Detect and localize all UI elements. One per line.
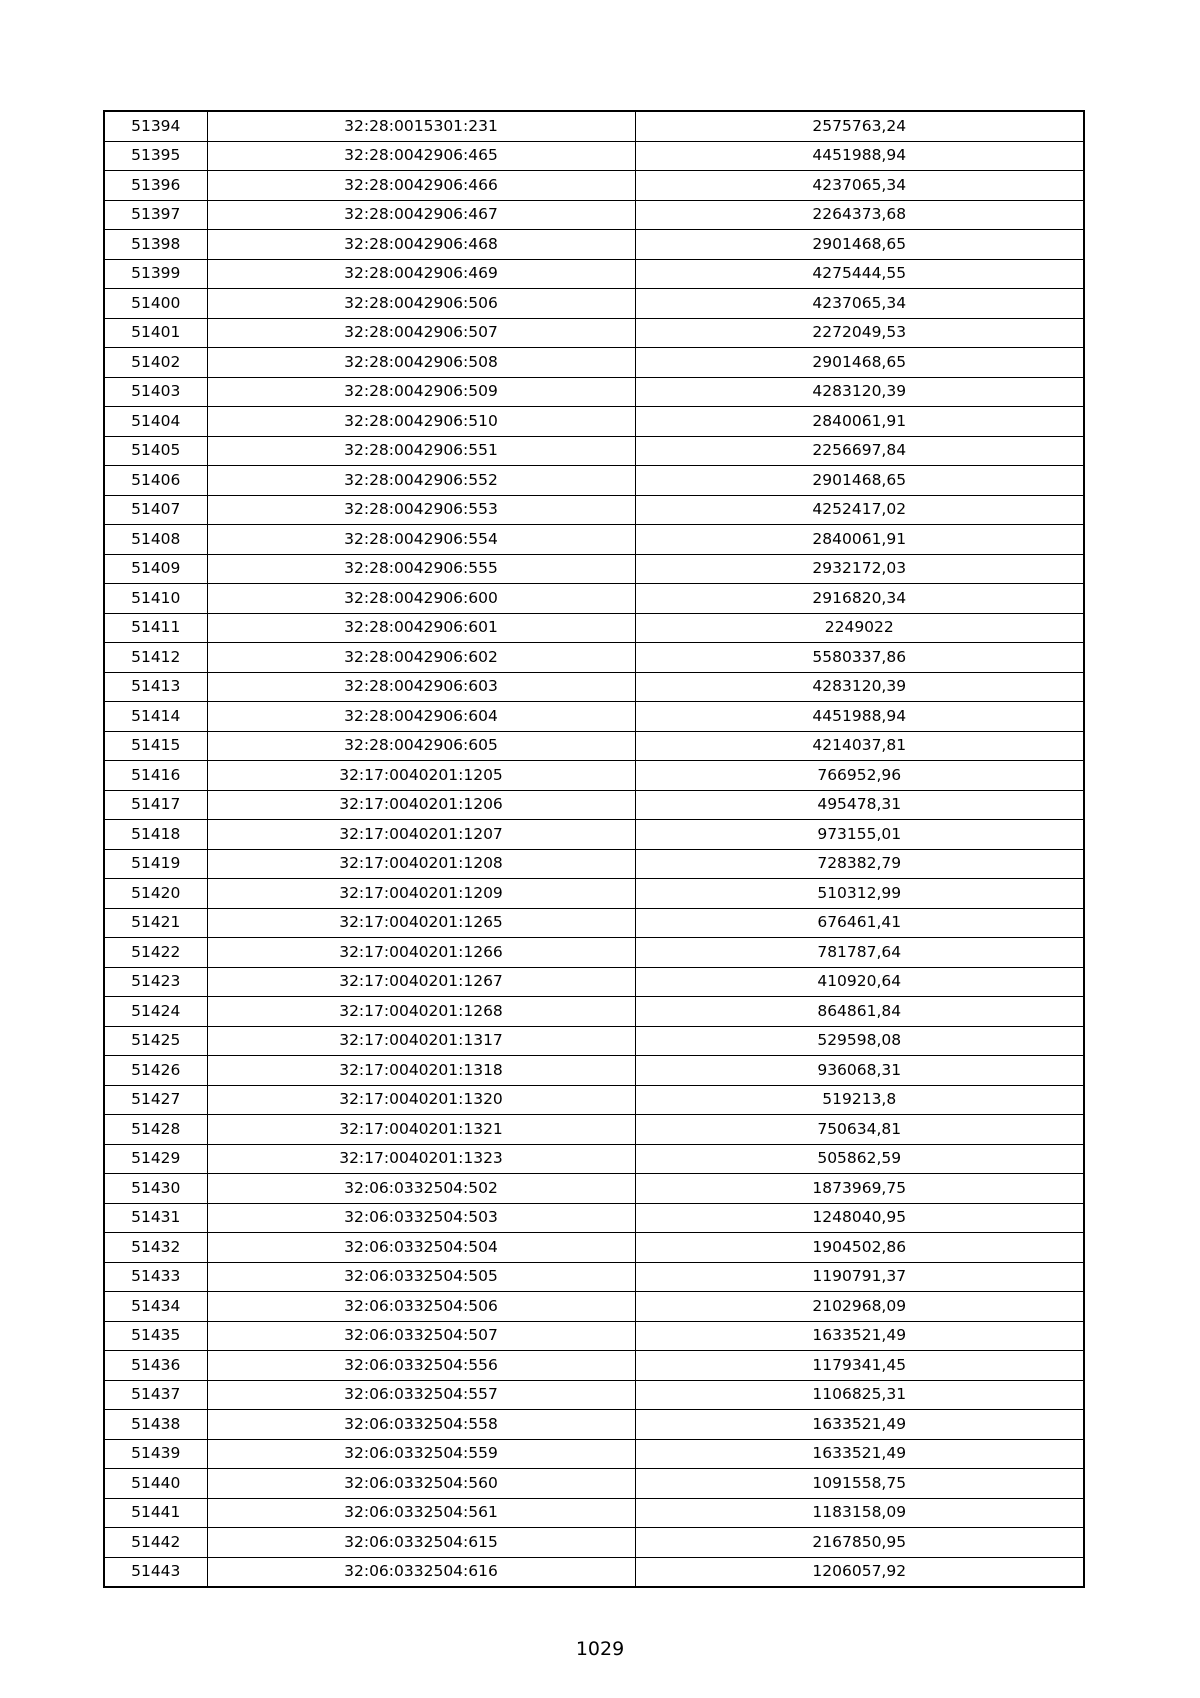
cadastral-value-cell: 1248040,95	[635, 1203, 1084, 1233]
table-row	[104, 1262, 1084, 1292]
cadastral-number-cell: 32:28:0042906:554	[207, 525, 635, 555]
cadastral-number-cell: 32:17:0040201:1265	[207, 908, 635, 938]
row-number-cell: 51423	[104, 967, 207, 997]
row-number-cell: 51427	[104, 1085, 207, 1115]
row-number-cell: 51429	[104, 1144, 207, 1174]
row-number-cell: 51410	[104, 584, 207, 614]
cadastral-number-cell: 32:28:0042906:600	[207, 584, 635, 614]
cadastral-number-cell: 32:28:0042906:601	[207, 613, 635, 643]
cadastral-value-cell: 1633521,49	[635, 1321, 1084, 1351]
table-row	[104, 1056, 1084, 1086]
cadastral-number-cell: 32:17:0040201:1268	[207, 997, 635, 1027]
table-row	[104, 731, 1084, 761]
cadastral-number-cell: 32:06:0332504:616	[207, 1557, 635, 1587]
table-row	[104, 318, 1084, 348]
table-row	[104, 1233, 1084, 1263]
table-row	[104, 377, 1084, 407]
cadastral-value-cell: 495478,31	[635, 790, 1084, 820]
table-row	[104, 584, 1084, 614]
table-row	[104, 200, 1084, 230]
table-row	[104, 1557, 1084, 1587]
cadastral-value-cell: 4237065,34	[635, 171, 1084, 201]
cadastral-number-cell: 32:28:0042906:553	[207, 495, 635, 525]
cadastral-number-cell: 32:06:0332504:504	[207, 1233, 635, 1263]
table-row	[104, 289, 1084, 319]
row-number-cell: 51434	[104, 1292, 207, 1322]
cadastral-number-cell: 32:17:0040201:1206	[207, 790, 635, 820]
row-number-cell: 51401	[104, 318, 207, 348]
cadastral-number-cell: 32:06:0332504:559	[207, 1439, 635, 1469]
table-row	[104, 171, 1084, 201]
cadastral-number-cell: 32:28:0042906:465	[207, 141, 635, 171]
table-row	[104, 1410, 1084, 1440]
row-number-cell: 51417	[104, 790, 207, 820]
table-row	[104, 672, 1084, 702]
row-number-cell: 51402	[104, 348, 207, 378]
table-row	[104, 141, 1084, 171]
table-row	[104, 111, 1084, 141]
cadastral-number-cell: 32:28:0042906:507	[207, 318, 635, 348]
cadastral-number-cell: 32:06:0332504:505	[207, 1262, 635, 1292]
cadastral-value-cell: 4451988,94	[635, 702, 1084, 732]
cadastral-number-cell: 32:28:0042906:555	[207, 554, 635, 584]
cadastral-number-cell: 32:28:0042906:603	[207, 672, 635, 702]
row-number-cell: 51437	[104, 1380, 207, 1410]
cadastral-value-cell: 1206057,92	[635, 1557, 1084, 1587]
cadastral-value-cell: 4283120,39	[635, 672, 1084, 702]
cadastral-number-cell: 32:06:0332504:502	[207, 1174, 635, 1204]
cadastral-number-cell: 32:06:0332504:560	[207, 1469, 635, 1499]
row-number-cell: 51433	[104, 1262, 207, 1292]
row-number-cell: 51403	[104, 377, 207, 407]
table-row	[104, 466, 1084, 496]
cadastral-value-cell: 1633521,49	[635, 1410, 1084, 1440]
table-row	[104, 879, 1084, 909]
cadastral-number-cell: 32:28:0042906:469	[207, 259, 635, 289]
table-row	[104, 1439, 1084, 1469]
cadastral-number-cell: 32:28:0042906:602	[207, 643, 635, 673]
cadastral-value-cell: 2272049,53	[635, 318, 1084, 348]
cadastral-value-cell: 2840061,91	[635, 407, 1084, 437]
cadastral-number-cell: 32:17:0040201:1318	[207, 1056, 635, 1086]
cadastral-value-cell: 1091558,75	[635, 1469, 1084, 1499]
row-number-cell: 51406	[104, 466, 207, 496]
cadastral-number-cell: 32:06:0332504:506	[207, 1292, 635, 1322]
cadastral-value-cell: 973155,01	[635, 820, 1084, 850]
cadastral-number-cell: 32:17:0040201:1205	[207, 761, 635, 791]
cadastral-number-cell: 32:28:0042906:506	[207, 289, 635, 319]
row-number-cell: 51421	[104, 908, 207, 938]
row-number-cell: 51435	[104, 1321, 207, 1351]
cadastral-value-table	[103, 110, 1085, 1588]
row-number-cell: 51415	[104, 731, 207, 761]
table-body	[104, 111, 1084, 1587]
cadastral-number-cell: 32:17:0040201:1208	[207, 849, 635, 879]
row-number-cell: 51416	[104, 761, 207, 791]
cadastral-value-cell: 2264373,68	[635, 200, 1084, 230]
row-number-cell: 51394	[104, 111, 207, 141]
table-row	[104, 1115, 1084, 1145]
cadastral-number-cell: 32:28:0042906:508	[207, 348, 635, 378]
table-row	[104, 938, 1084, 968]
row-number-cell: 51395	[104, 141, 207, 171]
cadastral-value-cell: 1904502,86	[635, 1233, 1084, 1263]
row-number-cell: 51420	[104, 879, 207, 909]
row-number-cell: 51409	[104, 554, 207, 584]
cadastral-value-cell: 2901468,65	[635, 230, 1084, 260]
row-number-cell: 51414	[104, 702, 207, 732]
cadastral-number-cell: 32:28:0042906:467	[207, 200, 635, 230]
table-row	[104, 1528, 1084, 1558]
row-number-cell: 51400	[104, 289, 207, 319]
table-row	[104, 613, 1084, 643]
table-row	[104, 1321, 1084, 1351]
row-number-cell: 51431	[104, 1203, 207, 1233]
cadastral-number-cell: 32:17:0040201:1323	[207, 1144, 635, 1174]
table-row	[104, 1292, 1084, 1322]
table-row	[104, 1144, 1084, 1174]
cadastral-number-cell: 32:06:0332504:556	[207, 1351, 635, 1381]
cadastral-value-cell: 1106825,31	[635, 1380, 1084, 1410]
row-number-cell: 51438	[104, 1410, 207, 1440]
cadastral-number-cell: 32:28:0042906:604	[207, 702, 635, 732]
row-number-cell: 51407	[104, 495, 207, 525]
table-row	[104, 643, 1084, 673]
cadastral-value-cell: 2932172,03	[635, 554, 1084, 584]
row-number-cell: 51430	[104, 1174, 207, 1204]
table-row	[104, 967, 1084, 997]
table-row	[104, 1026, 1084, 1056]
table-row	[104, 849, 1084, 879]
cadastral-number-cell: 32:28:0042906:605	[207, 731, 635, 761]
row-number-cell: 51399	[104, 259, 207, 289]
row-number-cell: 51426	[104, 1056, 207, 1086]
cadastral-value-cell: 728382,79	[635, 849, 1084, 879]
row-number-cell: 51442	[104, 1528, 207, 1558]
row-number-cell: 51397	[104, 200, 207, 230]
cadastral-value-cell: 1633521,49	[635, 1439, 1084, 1469]
cadastral-number-cell: 32:06:0332504:615	[207, 1528, 635, 1558]
cadastral-value-cell: 4252417,02	[635, 495, 1084, 525]
table-row	[104, 230, 1084, 260]
cadastral-value-cell: 2916820,34	[635, 584, 1084, 614]
cadastral-value-cell: 864861,84	[635, 997, 1084, 1027]
cadastral-number-cell: 32:17:0040201:1320	[207, 1085, 635, 1115]
table-row	[104, 761, 1084, 791]
table-row	[104, 820, 1084, 850]
cadastral-number-cell: 32:06:0332504:557	[207, 1380, 635, 1410]
table-row	[104, 259, 1084, 289]
cadastral-number-cell: 32:17:0040201:1209	[207, 879, 635, 909]
cadastral-number-cell: 32:17:0040201:1267	[207, 967, 635, 997]
cadastral-value-cell: 2102968,09	[635, 1292, 1084, 1322]
cadastral-number-cell: 32:17:0040201:1317	[207, 1026, 635, 1056]
table-row	[104, 702, 1084, 732]
cadastral-value-cell: 505862,59	[635, 1144, 1084, 1174]
table-row	[104, 436, 1084, 466]
cadastral-value-cell: 1179341,45	[635, 1351, 1084, 1381]
cadastral-number-cell: 32:17:0040201:1266	[207, 938, 635, 968]
cadastral-number-cell: 32:28:0015301:231	[207, 111, 635, 141]
cadastral-number-cell: 32:17:0040201:1207	[207, 820, 635, 850]
row-number-cell: 51424	[104, 997, 207, 1027]
row-number-cell: 51418	[104, 820, 207, 850]
table-row	[104, 1380, 1084, 1410]
cadastral-value-cell: 1873969,75	[635, 1174, 1084, 1204]
cadastral-value-cell: 519213,8	[635, 1085, 1084, 1115]
cadastral-number-cell: 32:28:0042906:551	[207, 436, 635, 466]
cadastral-number-cell: 32:06:0332504:503	[207, 1203, 635, 1233]
row-number-cell: 51439	[104, 1439, 207, 1469]
table-row	[104, 495, 1084, 525]
cadastral-value-cell: 5580337,86	[635, 643, 1084, 673]
table-row	[104, 790, 1084, 820]
row-number-cell: 51405	[104, 436, 207, 466]
cadastral-number-cell: 32:28:0042906:510	[207, 407, 635, 437]
cadastral-value-cell: 4275444,55	[635, 259, 1084, 289]
cadastral-value-cell: 4283120,39	[635, 377, 1084, 407]
cadastral-value-cell: 936068,31	[635, 1056, 1084, 1086]
row-number-cell: 51404	[104, 407, 207, 437]
cadastral-number-cell: 32:28:0042906:509	[207, 377, 635, 407]
cadastral-number-cell: 32:06:0332504:561	[207, 1498, 635, 1528]
table-row	[104, 1351, 1084, 1381]
cadastral-number-cell: 32:06:0332504:507	[207, 1321, 635, 1351]
row-number-cell: 51432	[104, 1233, 207, 1263]
row-number-cell: 51436	[104, 1351, 207, 1381]
row-number-cell: 51428	[104, 1115, 207, 1145]
cadastral-value-cell: 750634,81	[635, 1115, 1084, 1145]
cadastral-value-cell: 2575763,24	[635, 111, 1084, 141]
cadastral-number-cell: 32:28:0042906:552	[207, 466, 635, 496]
row-number-cell: 51422	[104, 938, 207, 968]
page-number: 1029	[575, 1638, 625, 1660]
table-row	[104, 1203, 1084, 1233]
row-number-cell: 51440	[104, 1469, 207, 1499]
cadastral-value-cell: 766952,96	[635, 761, 1084, 791]
cadastral-value-cell: 1183158,09	[635, 1498, 1084, 1528]
cadastral-value-cell: 1190791,37	[635, 1262, 1084, 1292]
cadastral-value-cell: 2256697,84	[635, 436, 1084, 466]
row-number-cell: 51441	[104, 1498, 207, 1528]
row-number-cell: 51443	[104, 1557, 207, 1587]
cadastral-number-cell: 32:17:0040201:1321	[207, 1115, 635, 1145]
table-row	[104, 1174, 1084, 1204]
cadastral-value-cell: 2249022	[635, 613, 1084, 643]
cadastral-value-cell: 2901468,65	[635, 348, 1084, 378]
row-number-cell: 51398	[104, 230, 207, 260]
cadastral-value-cell: 4237065,34	[635, 289, 1084, 319]
cadastral-number-cell: 32:28:0042906:466	[207, 171, 635, 201]
cadastral-value-cell: 2167850,95	[635, 1528, 1084, 1558]
row-number-cell: 51396	[104, 171, 207, 201]
table-row	[104, 1498, 1084, 1528]
table-row	[104, 554, 1084, 584]
cadastral-value-cell: 781787,64	[635, 938, 1084, 968]
table-row	[104, 997, 1084, 1027]
cadastral-number-cell: 32:28:0042906:468	[207, 230, 635, 260]
row-number-cell: 51411	[104, 613, 207, 643]
table-row	[104, 525, 1084, 555]
table-row	[104, 348, 1084, 378]
cadastral-value-cell: 676461,41	[635, 908, 1084, 938]
table-row	[104, 1085, 1084, 1115]
table-row	[104, 908, 1084, 938]
row-number-cell: 51425	[104, 1026, 207, 1056]
cadastral-value-cell: 529598,08	[635, 1026, 1084, 1056]
table-row	[104, 407, 1084, 437]
row-number-cell: 51419	[104, 849, 207, 879]
table-row	[104, 1469, 1084, 1499]
cadastral-value-cell: 4451988,94	[635, 141, 1084, 171]
row-number-cell: 51412	[104, 643, 207, 673]
cadastral-value-cell: 2840061,91	[635, 525, 1084, 555]
cadastral-value-cell: 410920,64	[635, 967, 1084, 997]
cadastral-number-cell: 32:06:0332504:558	[207, 1410, 635, 1440]
cadastral-value-cell: 4214037,81	[635, 731, 1084, 761]
row-number-cell: 51413	[104, 672, 207, 702]
cadastral-value-cell: 2901468,65	[635, 466, 1084, 496]
row-number-cell: 51408	[104, 525, 207, 555]
cadastral-value-cell: 510312,99	[635, 879, 1084, 909]
